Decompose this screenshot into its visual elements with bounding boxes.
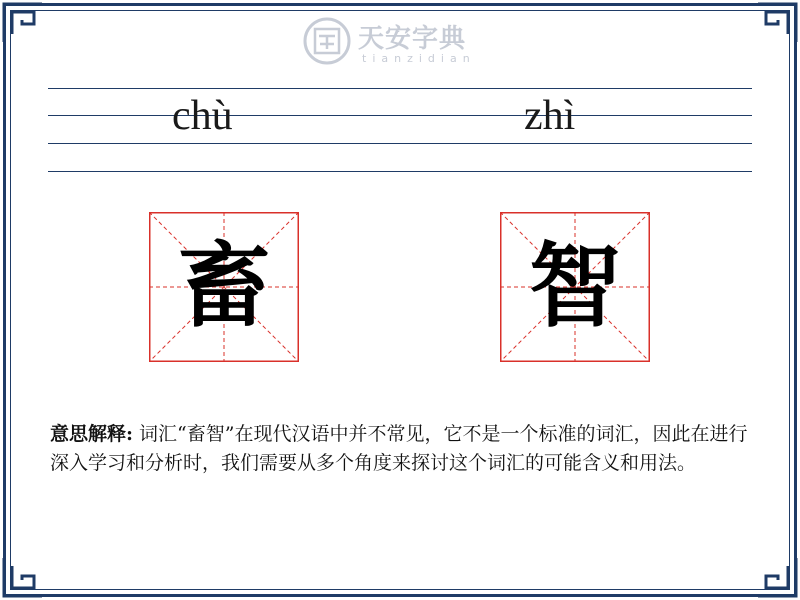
pinyin-ruled-lines bbox=[48, 88, 752, 174]
explanation-text: 词汇“畜智”在现代汉语中并不常见，它不是一个标准的词汇，因此在进行深入学习和分析时，我们需要从多个角度来探讨这个词汇的可能含义和用法。 bbox=[50, 423, 748, 474]
logo-subtitle: tianzidian bbox=[362, 52, 476, 65]
explanation-label: 意思解释: bbox=[50, 423, 134, 445]
corner-ornament-icon bbox=[0, 0, 46, 46]
logo-title: 天安字典 bbox=[358, 24, 467, 54]
character-second: 智 bbox=[528, 233, 621, 340]
character-grid-second bbox=[500, 212, 650, 362]
character-grid-first bbox=[149, 212, 299, 362]
pinyin-second: zhì bbox=[524, 93, 576, 139]
corner-ornament-icon bbox=[0, 554, 46, 600]
corner-ornament-icon bbox=[754, 0, 800, 46]
character-first: 畜 bbox=[177, 233, 270, 340]
corner-ornament-icon bbox=[754, 554, 800, 600]
explanation-paragraph bbox=[50, 420, 756, 478]
pinyin-first: chù bbox=[172, 93, 233, 139]
seal-logo-icon bbox=[302, 16, 352, 66]
site-logo bbox=[302, 12, 502, 70]
